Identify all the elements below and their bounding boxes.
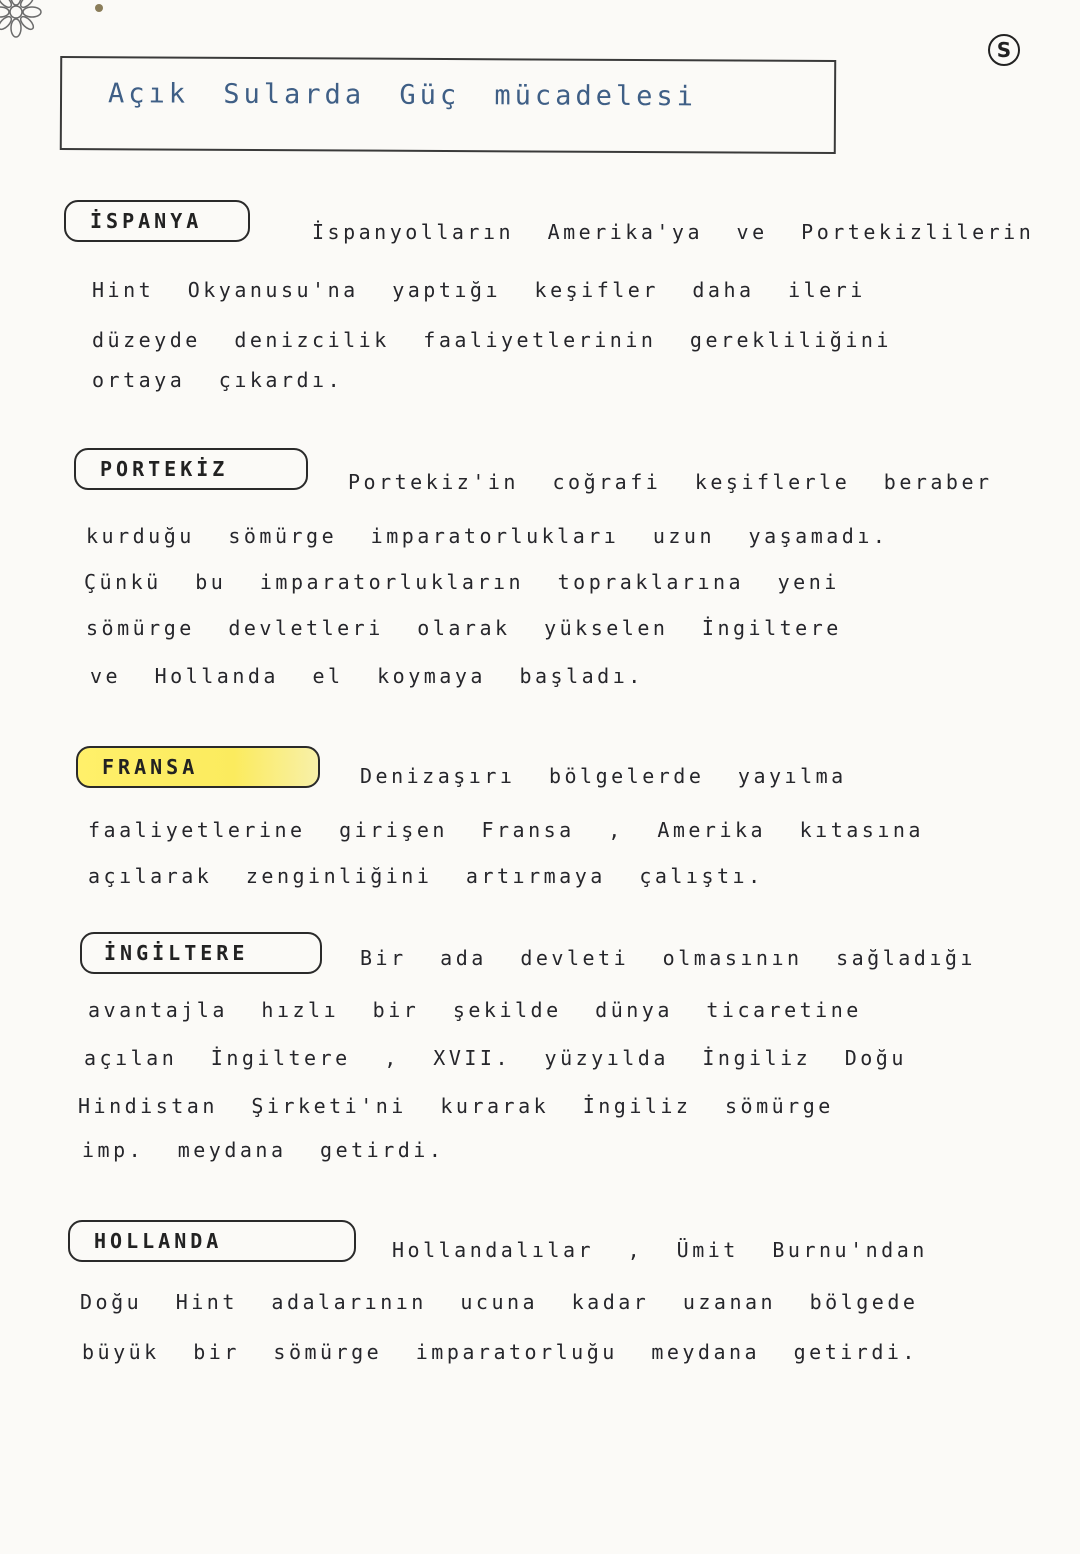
section-text-line: ve Hollanda el koymaya başladı. [90,664,644,688]
page-title: Açık Sularda Güç mücadelesi [107,78,698,113]
section-text-line: Doğu Hint adalarının ucuna kadar uzanan bölgede [80,1290,919,1314]
ink-dot [95,4,103,12]
section-first-line: Portekiz'in coğrafi keşiflerle beraber [348,470,993,494]
section-text-line: açılarak zenginliğini artırmaya çalıştı. [88,864,764,888]
section-text-line: düzeyde denizcilik faaliyetlerinin gerekliliğini [92,328,892,352]
section-text-line: Çünkü bu imparatorlukların topraklarına yeni [84,570,840,594]
section-label: PORTEKİZ [74,448,308,490]
section-first-line: Hollandalılar , Ümit Burnu'ndan [392,1238,928,1262]
section-text-line: kurduğu sömürge imparatorlukları uzun yaşamadı. [86,524,889,548]
section-text-line: Hindistan Şirketi'ni kurarak İngiliz sömürge [78,1094,834,1118]
section-label: FRANSA [76,746,320,788]
section-text-line: büyük bir sömürge imparatorluğu meydana getirdi. [82,1340,918,1364]
section-first-line: Denizaşırı bölgelerde yayılma [360,764,847,788]
section-text-line: imp. meydana getirdi. [82,1138,445,1162]
section-first-line: İspanyolların Amerika'ya ve Portekizlilerin [312,220,1035,244]
section-text-line: faaliyetlerine girişen Fransa , Amerika kıtasına [88,818,924,842]
page-number-badge: S [988,34,1020,66]
section-text-line: ortaya çıkardı. [92,368,344,392]
section-first-line: Bir ada devleti olmasının sağladığı [360,946,976,970]
flower-doodle-icon [0,0,46,42]
section-label: İNGİLTERE [80,932,322,974]
section-label: HOLLANDA [68,1220,356,1262]
section-label: İSPANYA [64,200,250,242]
section-text-line: sömürge devletleri olarak yükselen İngiltere [86,616,842,640]
section-text-line: avantajla hızlı bir şekilde dünya ticaretine [88,998,862,1022]
section-text-line: açılan İngiltere , XVII. yüzyılda İngiliz Doğu [84,1046,907,1070]
section-text-line: Hint Okyanusu'na yaptığı keşifler daha ileri [92,278,866,302]
title-box [60,56,836,154]
